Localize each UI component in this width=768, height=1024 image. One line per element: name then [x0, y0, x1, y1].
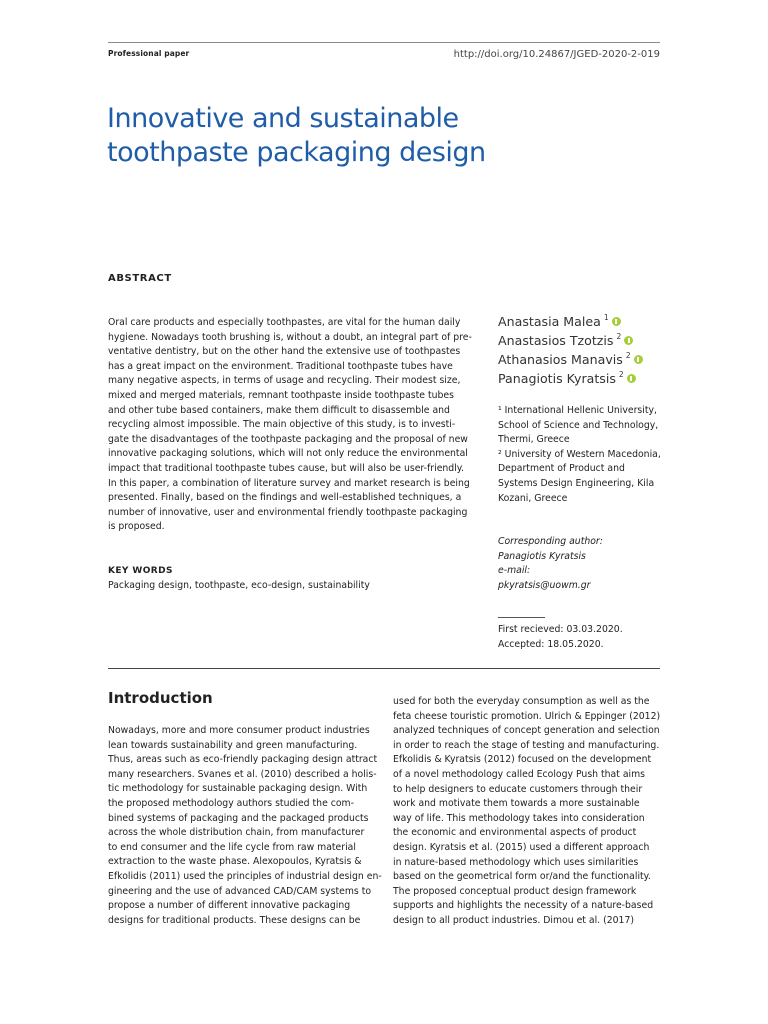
paper-type-label: Professional paper: [108, 49, 190, 58]
title-line: Innovative and sustainable: [107, 103, 459, 134]
affiliation-line: ² University of Western Macedonia,: [498, 448, 661, 460]
orcid-icon[interactable]: [634, 355, 643, 364]
body-line: of a novel methodology called Ecology Push that aims: [393, 768, 646, 780]
author-name: Anastasios Tzotzis: [498, 333, 614, 348]
email-link[interactable]: pkyratsis@uowm.gr: [498, 579, 591, 591]
body-line: many researchers. Svanes et al. (2010) described a holis-: [108, 768, 377, 780]
introduction-right-column: [393, 695, 663, 929]
abstract-line: gate the disadvantages of the toothpaste packaging and the proposal of new: [108, 433, 468, 445]
accepted-date: Accepted: 18.05.2020.: [498, 638, 604, 650]
body-line: design to all product industries. Dimou et al. (2017): [393, 914, 635, 926]
received-date: First recieved: 03.03.2020.: [498, 624, 623, 635]
body-line: based on the geometrical form or/and the functionality.: [393, 871, 651, 883]
body-line: Nowadays, more and more consumer product industries: [108, 725, 370, 736]
body-line: feta cheese touristic promotion. Ulrich & Eppinger (2012): [393, 710, 661, 722]
author-name: Athanasios Manavis: [498, 352, 623, 367]
author-item: [498, 369, 643, 388]
author-name: Panagiotis Kyratsis: [498, 371, 616, 386]
body-line: the economic and environmental aspects of product: [393, 827, 637, 839]
keywords-heading: KEY WORDS: [108, 566, 173, 576]
body-line: work and motivate them towards a more sustainable: [393, 798, 640, 810]
abstract-line: mixed and merged materials, remnant toothpaste inside toothpaste tubes: [108, 389, 454, 401]
introduction-left-column: [108, 724, 382, 928]
abstract-line: Oral care products and especially toothpastes, are vital for the human daily: [108, 317, 461, 328]
body-line: Efkolidis & Kyratsis (2012) focused on the development: [393, 754, 652, 766]
body-line: in order to reach the stage of testing and manufacturing.: [393, 739, 660, 751]
body-line: across the whole distribution chain, from manufacturer: [108, 827, 365, 839]
doi-link[interactable]: http://doi.org/10.24867/JGED-2020-2-019: [453, 49, 660, 60]
email-label: e-mail:: [498, 565, 531, 577]
body-line: Thus, areas such as eco-friendly packaging design attract: [108, 754, 378, 766]
body-line: designs for traditional products. These designs can be: [108, 914, 361, 926]
abstract-line: presented. Finally, based on the findings and well-established techniques, a: [108, 492, 462, 504]
abstract-line: hygiene. Nowadays tooth brushing is, without a doubt, an integral part of pre-: [108, 331, 472, 343]
body-line: Efkolidis (2011) used the principles of industrial design en-: [108, 870, 382, 882]
affiliations: [498, 404, 668, 506]
affiliation-line: Systems Design Engineering, Kila: [498, 477, 655, 489]
body-line: design. Kyratsis et al. (2015) used a different approach: [393, 841, 650, 853]
affiliation-line: Thermi, Greece: [498, 434, 570, 446]
body-line: The proposed conceptual product design framework: [393, 885, 637, 897]
introduction-heading: Introduction: [108, 689, 213, 707]
body-line: bined systems of packaging and the packaged products: [108, 812, 369, 824]
author-name: Anastasia Malea: [498, 314, 601, 329]
abstract-line: number of innovative, user and environmental friendly toothpaste packaging: [108, 506, 468, 518]
abstract-line: In this paper, a combination of literature survey and market research is being: [108, 477, 470, 489]
body-line: supports and highlights the necessity of a nature-based: [393, 900, 654, 912]
body-line: propose a number of different innovative packaging: [108, 900, 351, 912]
orcid-icon[interactable]: [612, 317, 621, 326]
abstract-line: innovative packaging solutions, which will not only reduce the environmental: [108, 448, 468, 460]
keywords-text: Packaging design, toothpaste, eco-design, sustainability: [108, 580, 370, 591]
body-line: to help designers to educate customers through their: [393, 783, 643, 795]
author-list: [498, 312, 643, 388]
corresponding-author: [498, 535, 603, 593]
paper-title: [107, 102, 667, 170]
corresponding-name: Panagiotis Kyratsis: [498, 550, 586, 562]
affiliation-line: Department of Product and: [498, 463, 625, 475]
body-line: in nature-based methodology which uses similarities: [393, 856, 639, 868]
body-line: tic methodology for sustainable packaging design. With: [108, 783, 368, 795]
dates-divider: [498, 617, 545, 618]
abstract-line: is proposed.: [108, 521, 165, 533]
author-affiliation-mark: 2: [625, 351, 631, 360]
abstract-text: [108, 316, 474, 535]
body-line: gineering and the use of advanced CAD/CAM systems to: [108, 885, 372, 897]
abstract-line: has a great impact on the environment. Traditional toothpaste tubes have: [108, 360, 453, 372]
body-line: analyzed techniques of concept generation and selection: [393, 725, 660, 737]
abstract-line: recycling almost impossible. The main objective of this study, is to investi-: [108, 419, 456, 431]
abstract-line: ventative dentistry, but on the other hand the extensive use of toothpastes: [108, 346, 461, 358]
dates: [498, 623, 623, 652]
body-line: the proposed methodology authors studied the com-: [108, 797, 354, 809]
body-line: lean towards sustainability and green manufacturing.: [108, 739, 358, 751]
author-affiliation-mark: 2: [618, 370, 624, 379]
orcid-icon[interactable]: [624, 336, 633, 345]
abstract-line: and other tube based containers, make them difficult to disassemble and: [108, 404, 450, 416]
author-affiliation-mark: 1: [603, 313, 609, 322]
title-line: toothpaste packaging design: [107, 137, 486, 168]
affiliation-line: Kozani, Greece: [498, 492, 568, 504]
author-affiliation-mark: 2: [616, 332, 622, 341]
affiliation-line: School of Science and Technology,: [498, 419, 659, 431]
body-line: used for both the everyday consumption as well as the: [393, 696, 650, 707]
abstract-line: impact that traditional toothpaste tubes cause, but will also be user-friendly.: [108, 462, 464, 474]
body-line: to end consumer and the life cycle from raw material: [108, 841, 356, 853]
author-item: [498, 331, 643, 350]
body-line: way of life. This methodology takes into consideration: [393, 812, 645, 824]
corresponding-label: Corresponding author:: [498, 536, 603, 547]
body-line: extraction to the waste phase. Alexopoulos, Kyratsis &: [108, 856, 362, 868]
section-divider: [108, 668, 660, 669]
header-rule: [108, 42, 660, 43]
affiliation-line: ¹ International Hellenic University,: [498, 405, 657, 416]
abstract-heading: ABSTRACT: [108, 273, 172, 284]
abstract-line: many negative aspects, in terms of usage and recycling. Their modest size,: [108, 375, 461, 387]
orcid-icon[interactable]: [627, 374, 636, 383]
